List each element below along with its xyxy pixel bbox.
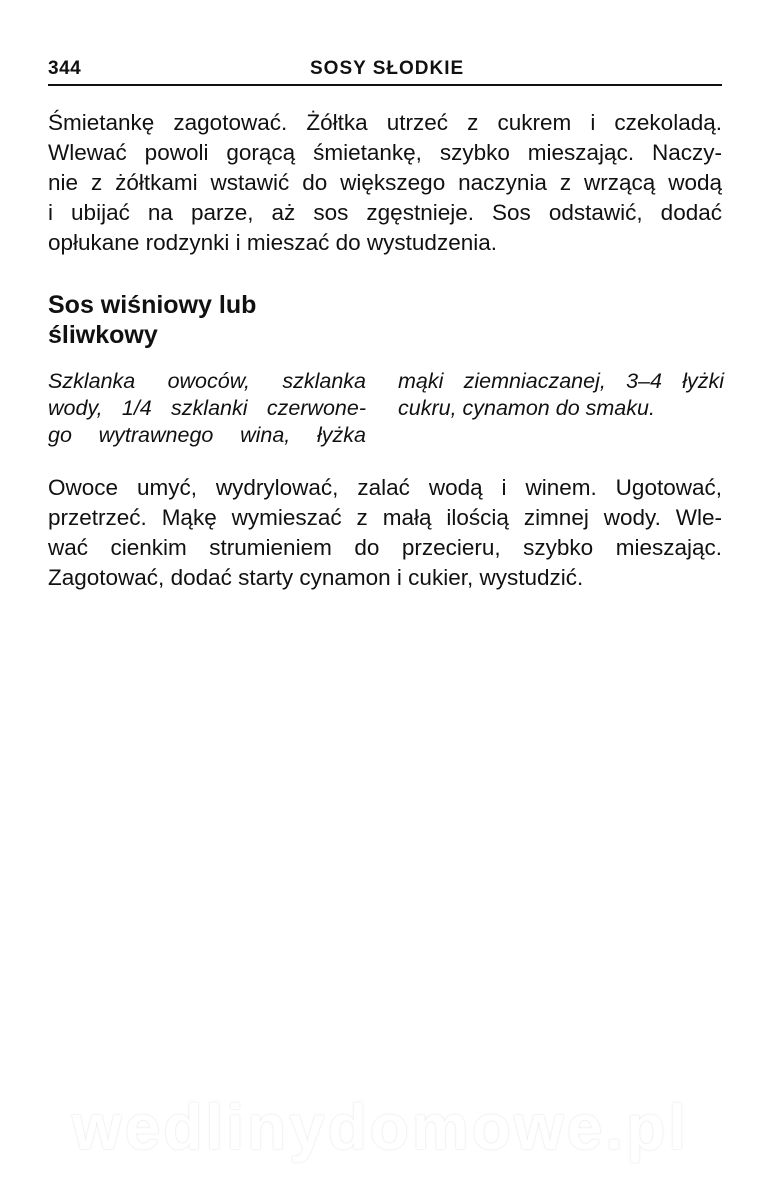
- paragraph-line: Śmietankę zagotować. Żółtka utrzeć z cukrem i czekoladą.: [48, 110, 722, 135]
- method-paragraph: [48, 473, 722, 593]
- recipe-title-line: Sos wiśniowy lub: [48, 291, 257, 319]
- paragraph-line: wać cienkim strumieniem do przecieru, szybko mieszając.: [48, 535, 722, 560]
- ingredient-line: wody, 1/4 szklanki czerwone-: [48, 396, 366, 420]
- ingredient-line: cukru, cynamon do smaku.: [398, 396, 655, 420]
- ingredients-column-right: [398, 368, 724, 422]
- watermark: wedlinydomowe.pl: [72, 1091, 689, 1163]
- recipe-title: [48, 290, 256, 350]
- intro-paragraph: [48, 108, 722, 258]
- page-number: 344: [48, 58, 82, 79]
- ingredients-column-left: [48, 368, 366, 449]
- paragraph-line: opłukane rodzynki i mieszać do wystudzenia.: [48, 230, 497, 255]
- paragraph-line: Owoce umyć, wydrylować, zalać wodą i winem. Ugotować,: [48, 475, 722, 500]
- ingredient-line: go wytrawnego wina, łyżka: [48, 423, 366, 447]
- running-head: SOSY SŁODKIE: [310, 58, 465, 79]
- paragraph-line: i ubijać na parze, aż sos zgęstnieje. Sos odstawić, dodać: [48, 200, 722, 225]
- paragraph-line: przetrzeć. Mąkę wymieszać z małą ilością zimnej wody. Wle-: [48, 505, 722, 530]
- paragraph-line: Wlewać powoli gorącą śmietankę, szybko mieszając. Naczy-: [48, 140, 722, 165]
- paragraph-line: Zagotować, dodać starty cynamon i cukier, wystudzić.: [48, 565, 584, 590]
- recipe-title-line: śliwkowy: [48, 321, 158, 349]
- ingredient-line: Szklanka owoców, szklanka: [48, 369, 366, 393]
- ingredient-line: mąki ziemniaczanej, 3–4 łyżki: [398, 369, 724, 393]
- paragraph-line: nie z żółtkami wstawić do większego naczynia z wrzącą wodą: [48, 170, 722, 195]
- page-header: [48, 58, 722, 86]
